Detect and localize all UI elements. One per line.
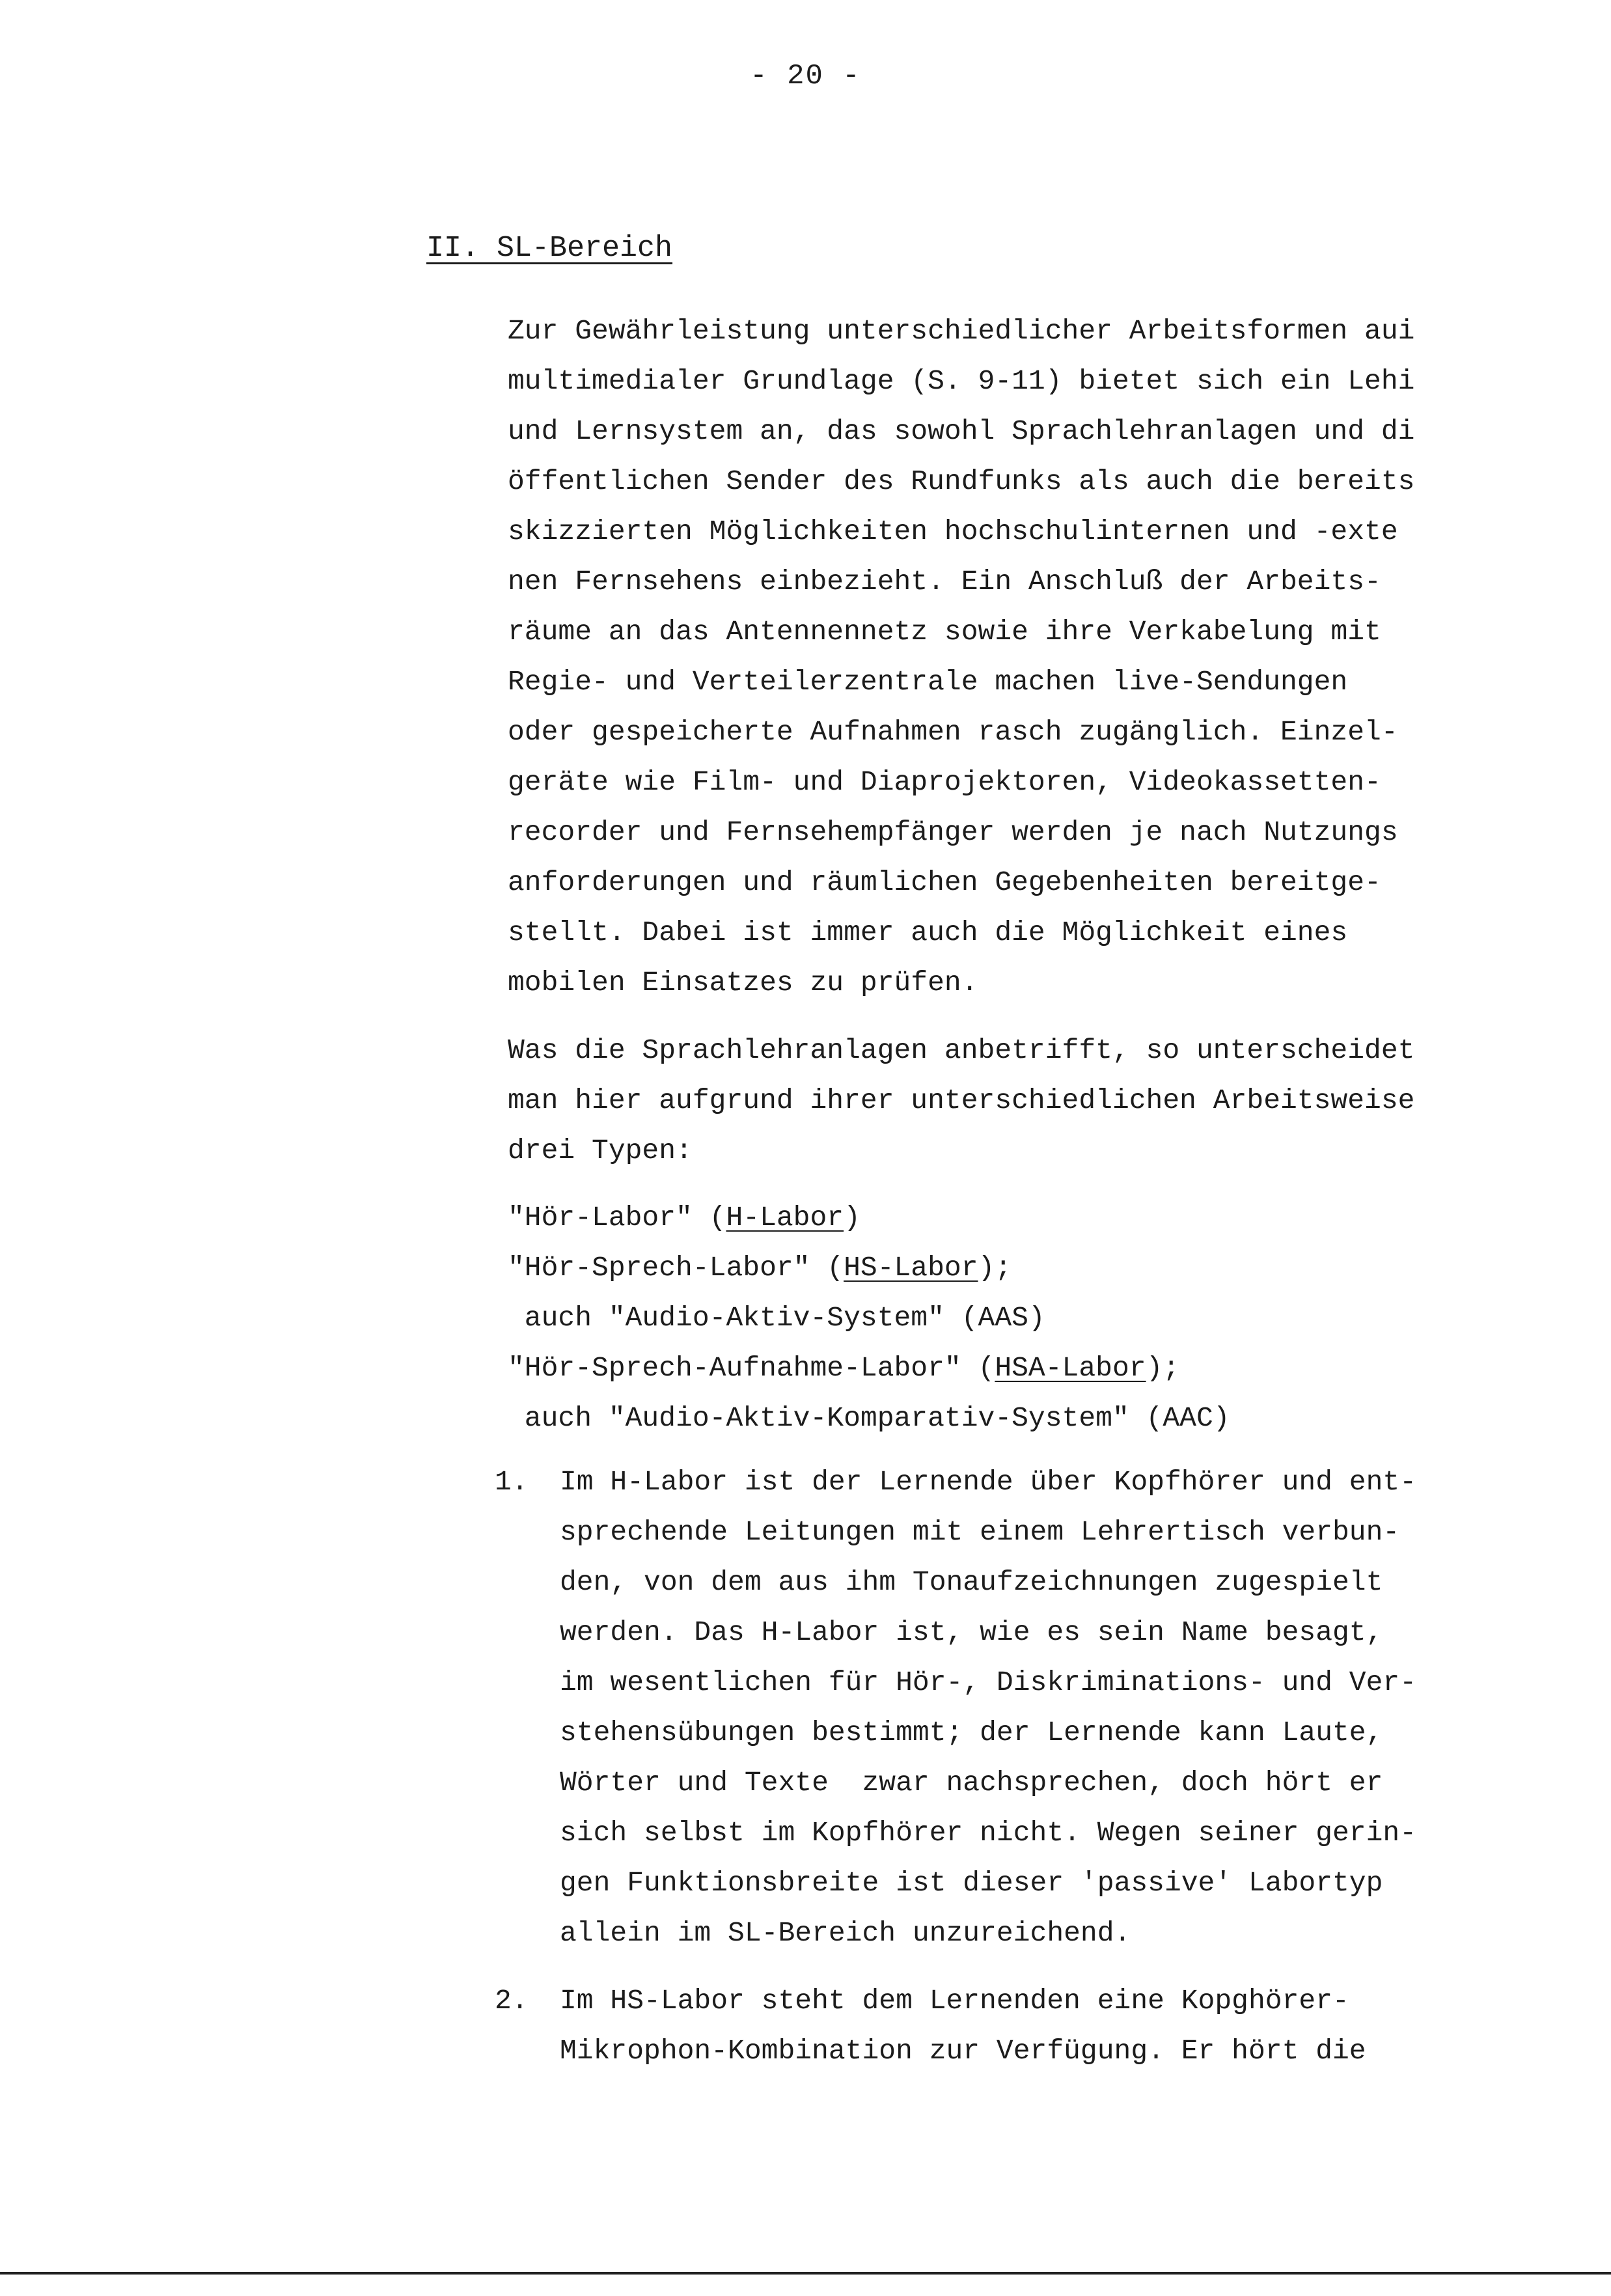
paragraph-2 <box>508 1025 1611 1176</box>
lab-type-abbr: H-Labor <box>726 1202 844 1234</box>
lab-type-name: "Hör-Labor" ( <box>508 1202 726 1234</box>
text-line: Regie- und Verteilerzentrale machen live-Sendungen <box>508 666 1348 698</box>
text-line: multimedialer Grundlage (S. 9-11) bietet sich ein Lehi <box>508 365 1415 397</box>
text-line: recorder und Fernsehempfänger werden je nach Nutzungs <box>508 816 1398 848</box>
text-line: und Lernsystem an, das sowohl Sprachlehranlagen und di <box>508 415 1415 447</box>
paragraph-1 <box>508 306 1611 1008</box>
list-item-body <box>560 1976 1366 2076</box>
text-line: Im HS-Labor steht dem Lernenden eine Kopghörer- <box>560 1985 1349 2017</box>
bottom-rule <box>0 2272 1611 2275</box>
list-number: 1. <box>495 1466 529 1498</box>
list-number: 2. <box>495 1985 529 2017</box>
lab-type-name: "Hör-Sprech-Aufnahme-Labor" ( <box>508 1352 995 1384</box>
text-line: sprechende Leitungen mit einem Lehrertisch verbun- <box>560 1516 1400 1548</box>
lab-type-abbr: HS-Labor <box>844 1252 978 1284</box>
section-heading: II. SL-Bereich <box>426 232 673 265</box>
text-line: gen Funktionsbreite ist dieser 'passive' Labortyp <box>560 1867 1383 1899</box>
text-line: skizzierten Möglichkeiten hochschulinternen und -exte <box>508 516 1398 547</box>
text-line: öffentlichen Sender des Rundfunks als auch die bereits <box>508 465 1415 497</box>
text-line: im wesentlichen für Hör-, Diskriminations- und Ver- <box>560 1667 1417 1698</box>
text-line: Zur Gewährleistung unterschiedlicher Arbeitsformen aui <box>508 315 1415 347</box>
list-item-body <box>560 1457 1416 1958</box>
text-line: sich selbst im Kopfhörer nicht. Wegen seiner gerin- <box>560 1817 1417 1849</box>
text-line: den, von dem aus ihm Tonaufzeichnungen zugespielt <box>560 1566 1383 1598</box>
lab-type-hs-alt: auch "Audio-Aktiv-System" (AAS) <box>508 1302 1045 1334</box>
text-line: Mikrophon-Kombination zur Verfügung. Er hört die <box>560 2035 1366 2067</box>
text-line: stellt. Dabei ist immer auch die Möglichkeit eines <box>508 917 1348 948</box>
text-line: oder gespeicherte Aufnahmen rasch zugänglich. Einzel- <box>508 716 1398 748</box>
text-line: Im H-Labor ist der Lernende über Kopfhörer und ent- <box>560 1466 1417 1498</box>
text-line: anforderungen und räumlichen Gegebenheiten bereitge- <box>508 866 1381 898</box>
lab-type-h <box>508 1193 1611 1243</box>
text-line: werden. Das H-Labor ist, wie es sein Name besagt, <box>560 1616 1383 1648</box>
text-line: man hier aufgrund ihrer unterschiedlichen Arbeitsweise <box>508 1085 1415 1116</box>
lab-type-close: ) <box>844 1202 861 1234</box>
lab-types-list <box>508 1193 1611 1443</box>
lab-type-hsa-alt: auch "Audio-Aktiv-Komparativ-System" (AAC) <box>508 1402 1230 1434</box>
page-number: - 20 - <box>750 60 861 92</box>
lab-type-hs <box>508 1243 1611 1293</box>
text-line: geräte wie Film- und Diaprojektoren, Videokassetten- <box>508 766 1381 798</box>
lab-type-close: ); <box>1146 1352 1180 1384</box>
lab-type-name: "Hör-Sprech-Labor" ( <box>508 1252 844 1284</box>
text-line: mobilen Einsatzes zu prüfen. <box>508 967 978 999</box>
text-line: Wörter und Texte zwar nachsprechen, doch hört er <box>560 1767 1383 1799</box>
text-line: räume an das Antennennetz sowie ihre Verkabelung mit <box>508 616 1381 648</box>
text-line: drei Typen: <box>508 1135 693 1167</box>
text-line: stehensübungen bestimmt; der Lernende kann Laute, <box>560 1717 1383 1749</box>
lab-type-abbr: HSA-Labor <box>995 1352 1146 1384</box>
text-line: Was die Sprachlehranlagen anbetrifft, so unterscheidet <box>508 1034 1415 1066</box>
lab-type-close: ); <box>978 1252 1012 1284</box>
text-line: allein im SL-Bereich unzureichend. <box>560 1917 1131 1949</box>
text-line: nen Fernsehens einbezieht. Ein Anschluß der Arbeits- <box>508 566 1381 598</box>
lab-type-hsa <box>508 1343 1611 1393</box>
